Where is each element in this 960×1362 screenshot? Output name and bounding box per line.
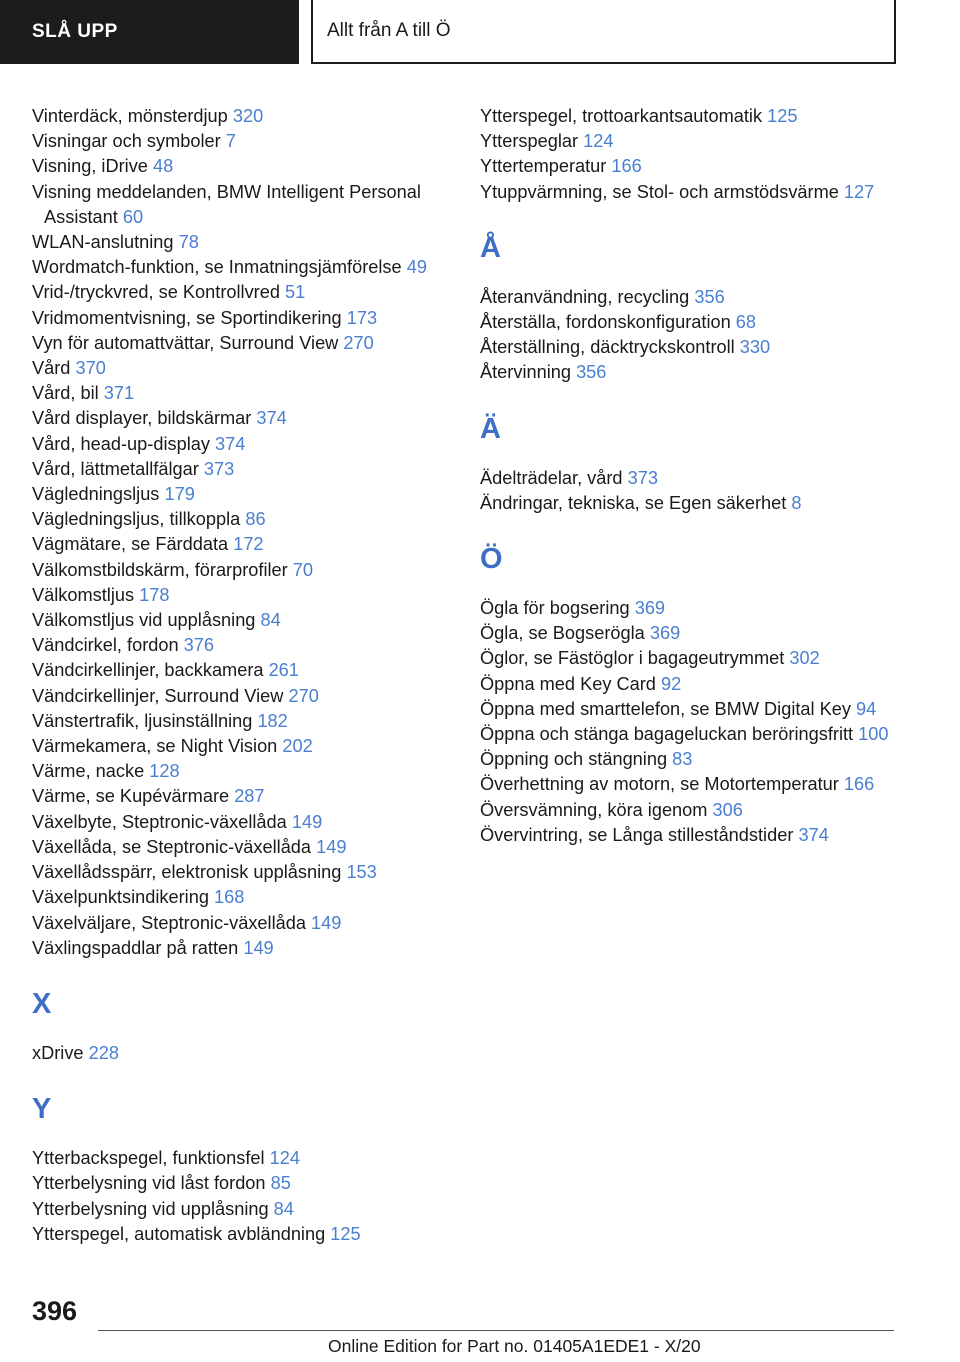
index-entry-text: Yttertemperatur [480,156,607,177]
index-entry [32,1171,452,1196]
page-reference-link[interactable]: 149 [311,912,342,933]
index-entry-text: Växelpunktsindikering [32,887,209,908]
index-entry-text: Vård, bil [32,383,99,404]
index-entry [32,306,452,331]
index-entry [32,658,452,683]
index-entry [480,646,900,671]
index-entry [32,432,452,457]
page-reference-link[interactable]: 356 [576,362,607,383]
index-entry-text: Ytterbackspegel, funktionsfel [32,1148,265,1169]
page-reference-link[interactable]: 70 [292,559,314,580]
index-entry-text: Överhettning av motorn, se Motortemperatur [480,774,839,795]
index-entry [32,936,452,961]
index-entry-text: Växelbyte, Steptronic-växellåda [32,811,287,832]
index-entry [32,381,452,406]
page-reference-link[interactable]: 168 [214,887,245,908]
index-entry [32,129,452,154]
index-entry [480,104,900,129]
index-entry [32,230,452,255]
index-column-left [32,104,452,1247]
index-entry-text: Wordmatch-funktion, se Inmatningsjämförelse [32,257,402,278]
index-entry-text: Övervintring, se Långa stilleståndstider [480,824,794,845]
page-reference-link[interactable]: 100 [858,724,889,745]
index-entry [32,911,452,936]
index-letter-heading: Ä [480,412,501,445]
index-entry [480,747,900,772]
page-reference-link[interactable]: 85 [270,1173,291,1194]
page-reference-link[interactable]: 149 [316,836,347,857]
index-entry-text: Välkomstbildskärm, förarprofiler [32,559,288,580]
page-reference-link[interactable]: 374 [215,433,246,454]
index-entry-text: Ytterbelysning vid upplåsning [32,1198,269,1219]
index-letter-heading: Å [480,231,501,264]
page-reference-link[interactable]: 228 [88,1042,119,1063]
index-entry [32,356,452,381]
index-entry-text: Ytterspegel, automatisk avbländning [32,1223,326,1244]
index-entry [480,285,900,310]
page-reference-link[interactable]: 78 [178,232,199,253]
index-entry [32,835,452,860]
page-reference-link[interactable]: 124 [269,1148,300,1169]
page-reference-link[interactable]: 153 [346,862,377,883]
index-entry [480,180,900,205]
index-entry-text: Öppna med smarttelefon, se BMW Digital Key [480,698,851,719]
index-entry-text: Värmekamera, se Night Vision [32,736,278,757]
footer-edition-text: Online Edition for Part no. 01405A1EDE1 - X/20 [328,1336,701,1356]
index-entry-text: Vård, lättmetallfälgar [32,458,199,479]
index-entry [480,129,900,154]
page-reference-link[interactable]: 369 [634,598,666,619]
index-entry [480,772,900,797]
index-entry-text: Vägledningsljus, tillkoppla [32,509,241,530]
index-entry [32,1197,452,1222]
page-reference-link[interactable]: 7 [225,131,236,152]
page-reference-link[interactable]: 83 [672,749,693,770]
page-reference-link[interactable]: 376 [183,635,215,656]
index-entry-text: Ändringar, tekniska, se Egen säkerhet [480,492,787,513]
page-reference-link[interactable]: 320 [232,106,264,126]
index-entry-text: Värme, nacke [32,761,145,782]
index-entry [480,672,900,697]
page-reference-link[interactable]: 166 [611,156,642,177]
page-reference-link[interactable]: 373 [627,467,658,488]
index-entry-text: Värme, se Kupévärmare [32,786,230,807]
page-reference-link[interactable]: 49 [406,257,427,278]
index-entry [32,759,452,784]
index-entry [32,180,452,230]
index-entry [32,885,452,910]
index-entry-text: Öppning och stängning [480,749,668,770]
page-reference-link[interactable]: 374 [256,408,287,429]
index-entry-text: Växellåda, se Steptronic-växellåda [32,836,312,857]
index-entry-text: Växlingspaddlar på ratten [32,937,239,958]
page-reference-link[interactable]: 356 [694,286,725,307]
index-entry-text: Återvinning [480,362,571,383]
page-reference-link[interactable]: 92 [660,673,682,694]
index-entry [480,697,900,722]
page-reference-link[interactable]: 270 [343,332,374,353]
index-entry [480,360,900,385]
index-letter-heading: Y [32,1093,52,1126]
page-reference-link[interactable]: 127 [843,181,875,202]
index-entry-text: Vyn för automattvättar, Surround View [32,332,339,353]
page-reference-link[interactable]: 178 [139,584,170,605]
index-entry [480,798,900,823]
page-reference-link[interactable]: 68 [735,312,757,333]
index-entry-text: Vridmomentvisning, se Sportindikering [32,307,342,328]
index-entry-text: Vändcirkel, fordon [32,635,179,656]
index-entry [32,280,452,305]
index-entry-text: Vänstertrafik, ljusinställning [32,710,253,731]
index-entry-text: Vård [32,358,71,379]
index-entry [32,406,452,431]
index-entry-text: Välkomstljus [32,584,135,605]
index-entry [32,482,452,507]
index-entry [32,507,452,532]
page-reference-link[interactable]: 149 [243,937,274,958]
page-number: 396 [32,1296,78,1326]
index-entry-text: Ytterspegel, trottoarkantsautomatik [480,106,763,126]
page-reference-link[interactable]: 287 [234,786,265,807]
index-entry [480,466,900,491]
index-entry [480,335,900,360]
page-reference-link[interactable]: 374 [798,824,829,845]
page-reference-link[interactable]: 373 [203,458,235,479]
index-entry-text: Visningar och symboler [32,131,221,152]
index-entry [32,633,452,658]
index-entry-text: Ögla, se Bogserögla [480,623,645,644]
index-entry [32,709,452,734]
page-reference-link[interactable]: 128 [149,761,180,782]
index-entry-text: Ytuppvärmning, se Stol- och armstödsvärme [480,181,839,202]
page-reference-link[interactable]: 261 [268,660,299,681]
index-entry [32,684,452,709]
page-reference-link[interactable]: 173 [346,307,378,328]
index-entry-text: Vård, head-up-display [32,433,210,454]
index-letter-heading: Ö [480,543,503,576]
index-entry [480,823,900,848]
index-entry-text: Vård displayer, bildskärmar [32,408,252,429]
page-reference-link[interactable]: 8 [791,492,802,513]
index-entry-text: Välkomstljus vid upplåsning [32,610,256,631]
index-entry-text: Ögla för bogsering [480,598,630,619]
index-entry [480,154,900,179]
page-reference-link[interactable]: 125 [330,1223,361,1244]
index-entry-text: Vändcirkellinjer, backkamera [32,660,264,681]
index-entry-text: Återanvändning, recycling [480,286,690,307]
index-entry-text: Översvämning, köra igenom [480,799,708,820]
index-entry [32,1146,452,1171]
index-entry [32,532,452,557]
page-reference-link[interactable]: 182 [257,710,288,731]
page-reference-link[interactable]: 369 [649,623,681,644]
page-reference-link[interactable]: 371 [103,383,135,404]
page-reference-link[interactable]: 330 [739,337,771,358]
index-entry [480,621,900,646]
index-entry-text: Vägmätare, se Färddata [32,534,229,555]
index-entry [480,596,900,621]
index-entry [32,734,452,759]
chapter-tab[interactable]: Allt från A till Ö [311,0,896,64]
page-reference-link[interactable]: 86 [245,509,266,530]
index-entry [32,784,452,809]
index-entry-text: Öglor, se Fästöglor i bagageutrymmet [480,648,785,669]
page-reference-link[interactable]: 179 [164,484,195,505]
index-entry-text: Öppna med Key Card [480,673,656,694]
page-reference-link[interactable]: 166 [843,774,875,795]
page-reference-link[interactable]: 124 [583,131,614,152]
page-reference-link[interactable]: 370 [75,358,106,379]
index-entry [480,491,900,516]
index-entry-text: Visning meddelanden, BMW Intelligent Personal Assistant [32,181,421,227]
index-entry [32,154,452,179]
index-entry [32,810,452,835]
index-entry-text: Växelväljare, Steptronic-växellåda [32,912,306,933]
index-entry-text: WLAN-anslutning [32,232,174,253]
index-entry-text: Ytterspeglar [480,131,579,152]
page-reference-link[interactable]: 125 [767,106,798,126]
page-reference-link[interactable]: 84 [273,1198,294,1219]
index-entry-text: Vinterdäck, mönsterdjup [32,106,228,126]
index-entry [32,255,452,280]
index-entry-text: Öppna och stänga bagageluckan beröringsfritt [480,724,854,745]
index-entry-text: Återställning, däcktryckskontroll [480,337,735,358]
index-entry [32,860,452,885]
index-entry [32,583,452,608]
page-reference-link[interactable]: 84 [260,610,281,631]
index-entry [480,722,900,747]
index-column-right [480,104,900,848]
index-entry-text: Vändcirkellinjer, Surround View [32,685,284,706]
page-reference-link[interactable]: 60 [122,206,144,227]
index-entry-text: Ytterbelysning vid låst fordon [32,1173,266,1194]
index-entry-text: xDrive [32,1042,84,1063]
index-entry [32,331,452,356]
index-entry-text: Vägledningsljus [32,484,160,505]
page-reference-link[interactable]: 306 [712,799,743,820]
index-letter-heading: X [32,987,52,1020]
page-reference-link[interactable]: 302 [789,648,820,669]
index-entry [32,1041,452,1066]
index-entry [32,558,452,583]
page-reference-link[interactable]: 48 [152,156,174,177]
index-entry [32,608,452,633]
page-reference-link[interactable]: 51 [285,282,306,303]
page-reference-link[interactable]: 172 [233,534,264,555]
index-entry-text: Återställa, fordonskonfiguration [480,312,731,333]
page-reference-link[interactable]: 270 [288,685,319,706]
page-reference-link[interactable]: 202 [282,736,313,757]
index-entry-text: Vrid-/tryckvred, se Kontrollvred [32,282,280,303]
index-entry [32,1222,452,1247]
index-entry-text: Växellådsspärr, elektronisk upplåsning [32,862,342,883]
index-entry [32,457,452,482]
page-reference-link[interactable]: 94 [856,698,877,719]
index-entry-text: Ädelträdelar, vård [480,467,623,488]
section-tab[interactable]: SLÅ UPP [0,0,299,64]
index-entry [480,310,900,335]
page-reference-link[interactable]: 149 [291,811,323,832]
index-entry-text: Visning, iDrive [32,156,148,177]
index-entry [32,104,452,129]
footer-divider [98,1330,894,1331]
page-header [0,0,960,66]
